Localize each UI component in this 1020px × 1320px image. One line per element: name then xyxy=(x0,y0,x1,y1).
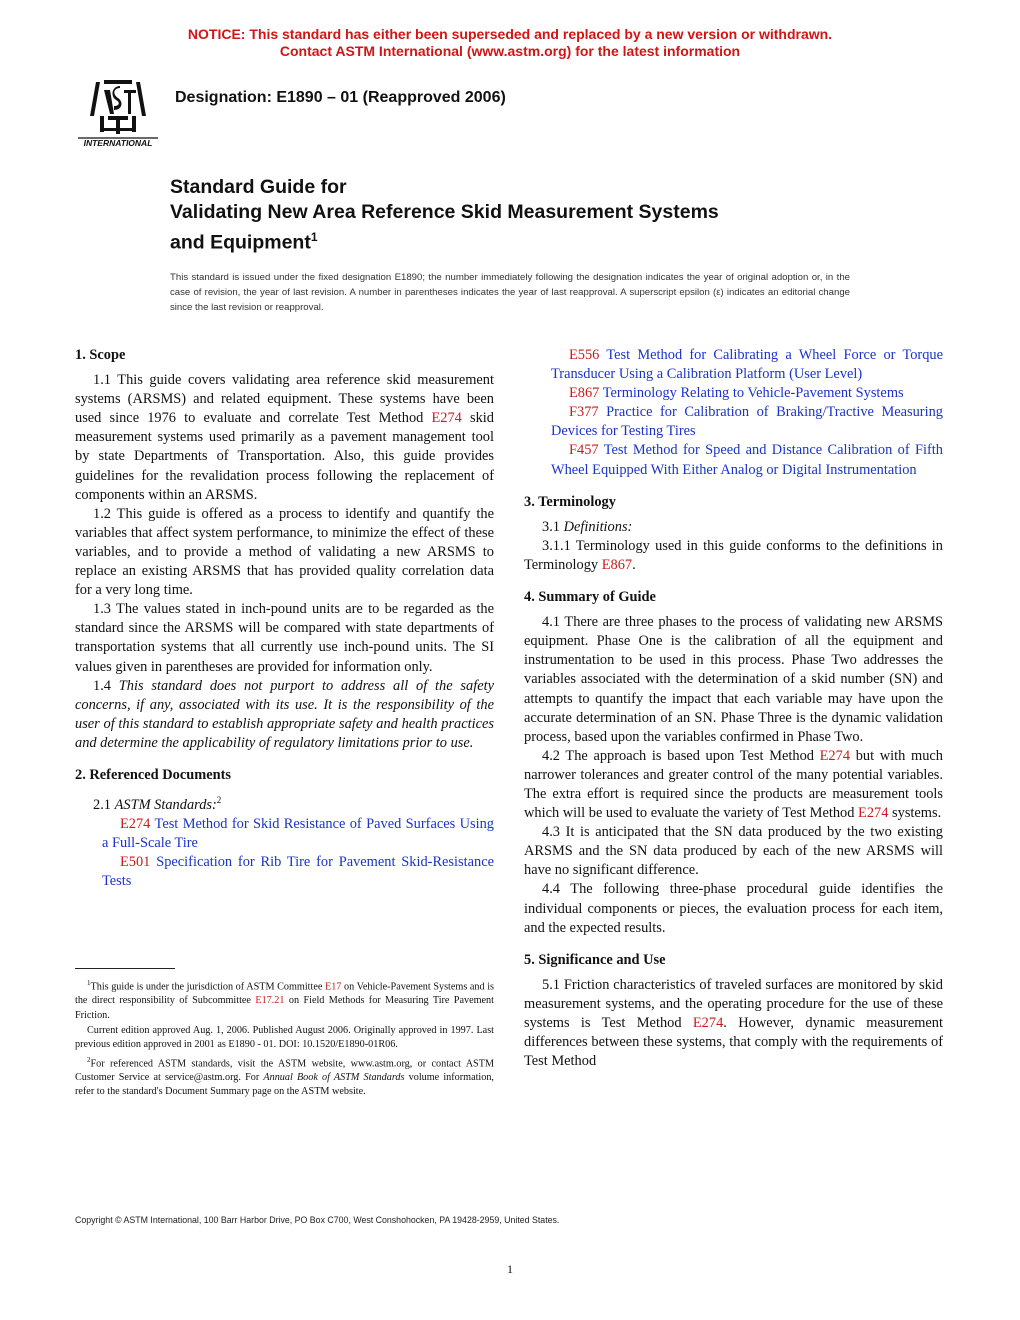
reference-entry[interactable] xyxy=(524,346,943,384)
footnote-divider xyxy=(75,968,175,969)
section-4-heading: 4. Summary of Guide xyxy=(524,589,656,606)
paragraph-2-1-number: 2.1 xyxy=(93,796,115,813)
ref-link-e274[interactable]: E274 xyxy=(819,747,851,764)
standard-issuance-note: This standard is issued under the fixed designation E1890; the number immediately following the designation indicates the year of original adoption or, in the case of revision, the year of last revision. A number in parentheses indicates the year of last reapproval. A superscript epsilon (ε) indicates an editorial change since the last revision or reapproval. xyxy=(170,272,850,313)
supersession-notice xyxy=(0,26,1020,60)
footnote-2 xyxy=(75,1053,494,1100)
footnote-2-text-a: For referenced ASTM standards, visit the ASTM website, www.astm.org, or contact ASTM Customer Service at service@astm.org. For xyxy=(75,1058,494,1084)
paragraph-1-4-number: 1.4 xyxy=(93,677,119,694)
footnote-1-marker: 1 xyxy=(87,979,91,987)
paragraph-1-1 xyxy=(75,371,494,505)
paragraph-1-4 xyxy=(75,677,494,753)
reference-entry[interactable] xyxy=(524,441,943,479)
footnote-1 xyxy=(75,976,494,1023)
paragraph-5-1-text-a: 5.1 Friction characteristics of traveled surfaces are monitored by skid measurement systems, and the operating procedure for the use of these systems is Test Method xyxy=(524,976,943,1031)
ref-link-e17[interactable]: E17 xyxy=(324,981,342,993)
reference-title[interactable]: Test Method for Speed and Distance Calibration of Fifth Wheel Equipped With Either Analog or Digital Instrumentation xyxy=(551,442,943,478)
reference-entry[interactable] xyxy=(75,815,494,853)
paragraph-1-1-text-b: skid measurement systems used primarily as a pavement management tool by state Departments of Transportation. Also, this guide provides guidelines for the revalidation process following the replacement of components within an ARSMS. xyxy=(75,410,494,503)
ref-link-e274[interactable]: E274 xyxy=(692,1015,724,1031)
paragraph-3-1-1-text-a: 3.1.1 Terminology used in this guide conforms to the definitions in Terminology xyxy=(524,537,943,573)
paragraph-1-1-text-a: 1.1 This guide covers validating area reference skid measurement systems (ARSMS) and related equipment. These systems have been used since 1976 to evaluate and correlate Test Method xyxy=(75,372,494,427)
footnote-1-text-a: This guide is under the jurisdiction of ASTM Committee xyxy=(90,981,325,993)
paragraph-3-1 xyxy=(524,518,943,537)
section-3-heading: 3. Terminology xyxy=(524,493,616,510)
title-line-2: Validating New Area Reference Skid Measurement Systems xyxy=(170,201,719,223)
footnotes xyxy=(75,976,494,1101)
section-5-heading: 5. Significance and Use xyxy=(524,951,666,968)
paragraph-3-1-1 xyxy=(524,537,943,575)
paragraph-5-1-text-b: . However, dynamic measurement differences between these systems, that comply with the requirements of Test Method xyxy=(524,1015,943,1070)
notice-line-1: NOTICE: This standard has either been superseded and replaced by a new version or withdrawn. xyxy=(187,26,833,42)
paragraph-4-2 xyxy=(524,747,943,823)
paragraph-1-2: 1.2 This guide is offered as a process to identify and quantify the variables that affect system performance, to minimize the effect of these variables, and to provide a method of validating a new ARSMS to replace an existing ARSMS that has provided quality correlation data for a very long time. xyxy=(75,505,494,599)
page-number: 1 xyxy=(507,1262,513,1276)
paragraph-4-2-text-a: 4.2 The approach is based upon Test Method xyxy=(542,747,820,764)
footnote-2-text-b: volume information, refer to the standard's Document Summary page on the ASTM website. xyxy=(75,1072,494,1098)
reference-code[interactable]: E556 xyxy=(569,347,600,363)
footnote-1-text-c: on Field Methods for Measuring Tire Pavement Friction. xyxy=(75,995,494,1021)
paragraph-5-1 xyxy=(524,976,943,1071)
section-2-heading: 2. Referenced Documents xyxy=(75,766,231,783)
title-line-3-text: and Equipment xyxy=(170,231,311,254)
reference-title[interactable]: Practice for Calibration of Braking/Tractive Measuring Devices for Testing Tires xyxy=(551,404,943,440)
paragraph-4-4: 4.4 The following three-phase procedural guide identifies the individual components or pieces, the evaluation process for each item, and the expected results. xyxy=(524,881,943,936)
reference-title[interactable]: Test Method for Calibrating a Wheel Force or Torque Transducer Using a Calibration Platform (User Level) xyxy=(551,347,943,383)
footnote-1-edition: Current edition approved Aug. 1, 2006. Published August 2006. Originally approved in 1997. Last previous edition approved in 2001 as E1890 - 01. DOI: 10.1520/E1890-01R06. xyxy=(75,1024,494,1050)
logo-subtext: INTERNATIONAL xyxy=(83,138,153,148)
ref-link-e274[interactable]: E274 xyxy=(431,410,462,427)
ref-link-e274[interactable]: E274 xyxy=(858,805,889,822)
paragraph-4-3: 4.3 It is anticipated that the SN data produced by the two existing ARSMS and the SN data produced by each of the new ARSMS will have no significant difference. xyxy=(524,824,943,879)
reference-title[interactable]: Terminology Relating to Vehicle-Pavement Systems xyxy=(602,385,904,402)
document-title xyxy=(170,175,719,256)
paragraph-4-2-text-c: systems. xyxy=(888,805,942,822)
right-column xyxy=(524,346,943,1071)
reference-code[interactable]: E501 xyxy=(120,854,151,871)
astm-standards-label: ASTM Standards: xyxy=(114,796,217,813)
left-column xyxy=(75,346,494,891)
reference-title[interactable]: Specification for Rib Tire for Pavement Skid-Resistance Tests xyxy=(102,854,494,890)
reference-entry[interactable] xyxy=(524,384,943,403)
paragraph-3-1-1-text-b: . xyxy=(632,556,636,573)
reference-entry[interactable] xyxy=(75,853,494,891)
section-1-heading: 1. Scope xyxy=(75,347,126,363)
astm-logo-icon xyxy=(74,76,162,150)
paragraph-4-2-text-b: but with much narrower tolerances and greater control of the many potential variables. The extra effort is required since the products are measurement tools which will be used to evaluate the variety of Test Method xyxy=(524,747,943,822)
reference-code[interactable]: E867 xyxy=(569,385,600,402)
definitions-label: Definitions: xyxy=(563,518,633,535)
paragraph-4-1: 4.1 There are three phases to the process of validating new ARSMS equipment. Phase One is the calibration of all the equipment and instrumentation to be used in this process. Phase Two addresses the variables associated with the determination of a skid number (SN) and attempts to quantify the impact that each variable may have upon the accurate determination of an SN. Phase Three is the dynamic validation process, based upon the variables confirmed in Phase Two. xyxy=(524,614,943,745)
notice-line-2: Contact ASTM International (www.astm.org) for the latest information xyxy=(279,43,741,59)
reference-title[interactable]: Test Method for Skid Resistance of Paved Surfaces Using a Full-Scale Tire xyxy=(102,815,494,852)
annual-book-title: Annual Book of ASTM Standards xyxy=(263,1072,405,1084)
title-footnote-marker: 1 xyxy=(310,230,318,244)
designation: Designation: E1890 – 01 (Reapproved 2006) xyxy=(175,89,506,106)
reference-code[interactable]: E274 xyxy=(120,815,151,832)
reference-code[interactable]: F377 xyxy=(569,404,599,421)
ref-link-e867[interactable]: E867 xyxy=(601,556,633,573)
safety-statement: This standard does not purport to address all of the safety concerns, if any, associated with its use. It is the responsibility of the user of this standard to establish appropriate safety and health practices and determine the applicability of regulatory limitations prior to use. xyxy=(75,677,494,751)
footnote-2-marker: 2 xyxy=(87,1055,91,1064)
reference-code[interactable]: F457 xyxy=(569,442,599,459)
copyright-line: Copyright © ASTM International, 100 Barr Harbor Drive, PO Box C700, West Conshohocken, PA 19428-2959, United States. xyxy=(75,1215,560,1225)
footnote-2-marker: 2 xyxy=(216,795,222,806)
title-line-1: Standard Guide for xyxy=(170,176,347,198)
title-line-3 xyxy=(170,225,719,256)
ref-link-e17-21[interactable]: E17.21 xyxy=(255,995,285,1007)
reference-entry[interactable] xyxy=(524,403,943,441)
paragraph-2-1 xyxy=(75,791,494,815)
footnote-1-text-b: on Vehicle-Pavement Systems and is the direct responsibility of Subcommittee xyxy=(75,981,494,1007)
paragraph-1-3: 1.3 The values stated in inch-pound units are to be regarded as the standard since the ARSMS will be compared with state departments of transportation systems that all currently use inch-pound units. The SI values given in parentheses are provided for information only. xyxy=(75,601,494,675)
paragraph-3-1-number: 3.1 xyxy=(542,518,564,535)
